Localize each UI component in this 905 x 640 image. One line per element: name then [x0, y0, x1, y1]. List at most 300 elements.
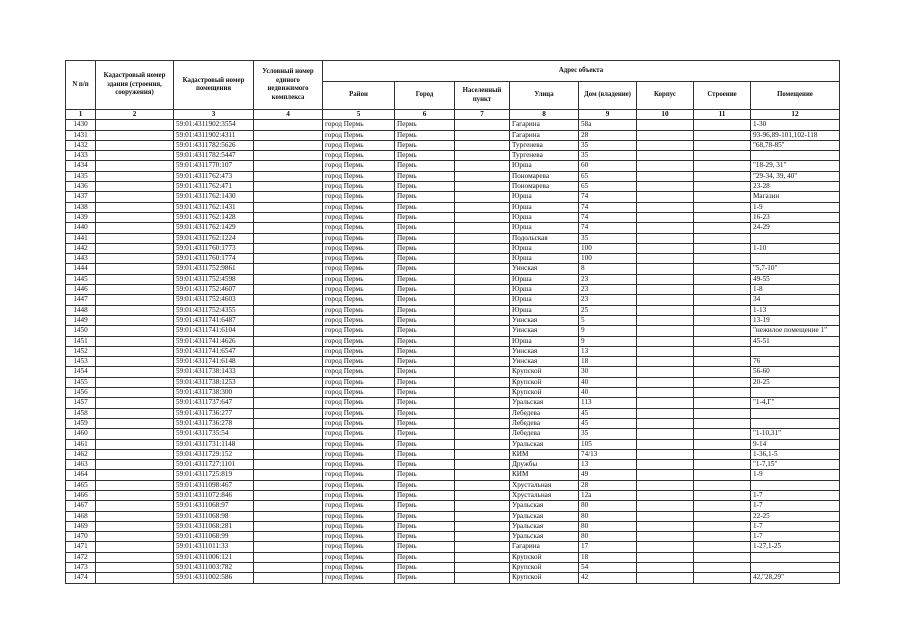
cell-city: Пермь: [395, 305, 455, 315]
cell-house: 40: [579, 388, 637, 398]
cell-premise: "68,78-85": [751, 140, 840, 150]
cell-premise-cadastral: 59:01:4311011:33: [174, 542, 254, 552]
cell-n: 1454: [66, 367, 96, 377]
cell-n: 1474: [66, 573, 96, 583]
table-row: [66, 573, 840, 583]
table-row: [66, 398, 840, 408]
header-complex: Условный номер единого недвижимого комплекса: [254, 61, 323, 110]
cell-structure: [694, 305, 751, 315]
cell-district: город Пермь: [323, 408, 395, 418]
cell-building-cadastral: [96, 429, 174, 439]
cell-building-cadastral: [96, 202, 174, 212]
cell-premise: "1-7,15": [751, 460, 840, 470]
cell-building-cadastral: [96, 336, 174, 346]
cell-premise: 49-55: [751, 274, 840, 284]
table-row: [66, 243, 840, 253]
cell-district: город Пермь: [323, 254, 395, 264]
registry-sheet: [65, 60, 840, 584]
cell-locality: [455, 439, 510, 449]
cell-block: [637, 264, 694, 274]
cell-street: Юрша: [510, 223, 579, 233]
cell-block: [637, 315, 694, 325]
cell-complex: [254, 285, 323, 295]
table-row: [66, 285, 840, 295]
cell-locality: [455, 460, 510, 470]
cell-complex: [254, 552, 323, 562]
table-row: [66, 315, 840, 325]
cell-premise-cadastral: 59:01:4311006:121: [174, 552, 254, 562]
cell-street: КИМ: [510, 470, 579, 480]
cell-building-cadastral: [96, 120, 174, 130]
cell-block: [637, 408, 694, 418]
cell-premise: "18-29, 31": [751, 161, 840, 171]
cell-premise: "1-10,31": [751, 429, 840, 439]
cell-street: Лебедева: [510, 429, 579, 439]
cell-district: город Пермь: [323, 295, 395, 305]
cell-street: Крупской: [510, 552, 579, 562]
cell-block: [637, 460, 694, 470]
cell-building-cadastral: [96, 233, 174, 243]
cell-locality: [455, 511, 510, 521]
cell-n: 1468: [66, 511, 96, 521]
cell-district: город Пермь: [323, 429, 395, 439]
cell-premise-cadastral: 59:01:4311068:99: [174, 532, 254, 542]
cell-block: [637, 532, 694, 542]
cell-locality: [455, 305, 510, 315]
cell-city: Пермь: [395, 573, 455, 583]
cell-house: 5: [579, 315, 637, 325]
cell-complex: [254, 449, 323, 459]
cell-complex: [254, 120, 323, 130]
cell-district: город Пермь: [323, 274, 395, 284]
cell-complex: [254, 439, 323, 449]
cell-locality: [455, 243, 510, 253]
cell-n: 1435: [66, 171, 96, 181]
cell-house: 65: [579, 171, 637, 181]
cell-house: 28: [579, 480, 637, 490]
cell-structure: [694, 140, 751, 150]
cell-house: 60: [579, 161, 637, 171]
cell-structure: [694, 439, 751, 449]
cell-building-cadastral: [96, 398, 174, 408]
cell-house: 35: [579, 140, 637, 150]
cell-structure: [694, 367, 751, 377]
cell-district: город Пермь: [323, 480, 395, 490]
cell-street: Уинская: [510, 326, 579, 336]
cell-house: 12а: [579, 490, 637, 500]
cell-district: город Пермь: [323, 418, 395, 428]
table-row: [66, 130, 840, 140]
cell-building-cadastral: [96, 254, 174, 264]
cell-n: 1457: [66, 398, 96, 408]
cell-structure: [694, 511, 751, 521]
cell-district: город Пермь: [323, 501, 395, 511]
cell-building-cadastral: [96, 243, 174, 253]
cell-locality: [455, 140, 510, 150]
cell-building-cadastral: [96, 367, 174, 377]
cell-premise-cadastral: 59:01:4311782:5447: [174, 151, 254, 161]
cell-locality: [455, 254, 510, 264]
cell-building-cadastral: [96, 161, 174, 171]
cell-premise: [751, 388, 840, 398]
column-number: 9: [579, 110, 637, 120]
cell-premise-cadastral: 59:01:4311736:278: [174, 418, 254, 428]
cell-premise-cadastral: 59:01:4311760:1773: [174, 243, 254, 253]
cell-city: Пермь: [395, 377, 455, 387]
cell-premise-cadastral: 59:01:4311902:3554: [174, 120, 254, 130]
cell-n: 1469: [66, 521, 96, 531]
cell-premise: 13-19: [751, 315, 840, 325]
cell-locality: [455, 501, 510, 511]
cell-locality: [455, 274, 510, 284]
cell-structure: [694, 233, 751, 243]
cell-complex: [254, 233, 323, 243]
cell-n: 1452: [66, 346, 96, 356]
cell-city: Пермь: [395, 326, 455, 336]
cell-premise: 1-7: [751, 532, 840, 542]
header-block: Корпус: [637, 82, 694, 110]
cell-locality: [455, 264, 510, 274]
cell-premise-cadastral: 59:01:4311902:4311: [174, 130, 254, 140]
cell-block: [637, 552, 694, 562]
cell-n: 1471: [66, 542, 96, 552]
cell-n: 1443: [66, 254, 96, 264]
cell-n: 1459: [66, 418, 96, 428]
cell-locality: [455, 521, 510, 531]
header-district: Район: [323, 82, 395, 110]
cell-structure: [694, 346, 751, 356]
cell-block: [637, 295, 694, 305]
cell-city: Пермь: [395, 501, 455, 511]
table-row: [66, 501, 840, 511]
cell-block: [637, 305, 694, 315]
cell-n: 1467: [66, 501, 96, 511]
cell-locality: [455, 377, 510, 387]
cell-house: 25: [579, 305, 637, 315]
cell-n: 1446: [66, 285, 96, 295]
cell-building-cadastral: [96, 388, 174, 398]
cell-premise: 1-30: [751, 120, 840, 130]
cell-premise-cadastral: 59:01:4311741:6547: [174, 346, 254, 356]
cell-locality: [455, 480, 510, 490]
cell-n: 1455: [66, 377, 96, 387]
objects-table: [65, 60, 840, 584]
table-row: [66, 295, 840, 305]
cell-city: Пермь: [395, 388, 455, 398]
cell-complex: [254, 501, 323, 511]
cell-structure: [694, 171, 751, 181]
cell-locality: [455, 573, 510, 583]
cell-district: город Пермь: [323, 532, 395, 542]
cell-premise-cadastral: 59:01:4311729:152: [174, 449, 254, 459]
cell-district: город Пермь: [323, 573, 395, 583]
cell-premise: 23-28: [751, 182, 840, 192]
cell-n: 1432: [66, 140, 96, 150]
table-row: [66, 212, 840, 222]
column-number: 11: [694, 110, 751, 120]
cell-premise-cadastral: 59:01:4311735:54: [174, 429, 254, 439]
table-row: [66, 223, 840, 233]
cell-block: [637, 449, 694, 459]
cell-complex: [254, 408, 323, 418]
cell-house: 74: [579, 223, 637, 233]
cell-block: [637, 501, 694, 511]
cell-building-cadastral: [96, 223, 174, 233]
cell-building-cadastral: [96, 140, 174, 150]
cell-block: [637, 274, 694, 284]
cell-street: Уральская: [510, 521, 579, 531]
cell-n: 1430: [66, 120, 96, 130]
table-row: [66, 377, 840, 387]
cell-n: 1439: [66, 212, 96, 222]
cell-block: [637, 233, 694, 243]
cell-city: Пермь: [395, 130, 455, 140]
table-row: [66, 439, 840, 449]
cell-complex: [254, 336, 323, 346]
cell-street: Хрустальная: [510, 480, 579, 490]
cell-city: Пермь: [395, 429, 455, 439]
cell-structure: [694, 490, 751, 500]
cell-district: город Пермь: [323, 388, 395, 398]
cell-house: 23: [579, 285, 637, 295]
cell-district: город Пермь: [323, 264, 395, 274]
cell-structure: [694, 130, 751, 140]
cell-premise-cadastral: 59:01:4311752:4598: [174, 274, 254, 284]
table-row: [66, 171, 840, 181]
cell-street: Уральская: [510, 532, 579, 542]
cell-street: Юрша: [510, 305, 579, 315]
cell-premise-cadastral: 59:01:4311068:281: [174, 521, 254, 531]
cell-n: 1473: [66, 563, 96, 573]
cell-house: 35: [579, 151, 637, 161]
cell-block: [637, 120, 694, 130]
cell-house: 40: [579, 377, 637, 387]
cell-premise-cadastral: 59:01:4311762:1224: [174, 233, 254, 243]
cell-premise: 76: [751, 357, 840, 367]
table-row: [66, 233, 840, 243]
cell-building-cadastral: [96, 532, 174, 542]
cell-street: Юрша: [510, 254, 579, 264]
cell-structure: [694, 326, 751, 336]
cell-district: город Пермь: [323, 490, 395, 500]
cell-city: Пермь: [395, 511, 455, 521]
cell-house: 58а: [579, 120, 637, 130]
cell-street: Лебедева: [510, 408, 579, 418]
cell-structure: [694, 264, 751, 274]
cell-city: Пермь: [395, 171, 455, 181]
cell-building-cadastral: [96, 182, 174, 192]
cell-house: 42: [579, 573, 637, 583]
cell-street: Юрша: [510, 161, 579, 171]
cell-structure: [694, 295, 751, 305]
cell-complex: [254, 182, 323, 192]
cell-street: Крупской: [510, 563, 579, 573]
cell-city: Пермь: [395, 521, 455, 531]
cell-house: 23: [579, 295, 637, 305]
cell-complex: [254, 264, 323, 274]
cell-locality: [455, 470, 510, 480]
cell-street: Крупской: [510, 377, 579, 387]
cell-premise-cadastral: 59:01:4311762:1428: [174, 212, 254, 222]
cell-locality: [455, 490, 510, 500]
column-number: 2: [96, 110, 174, 120]
cell-city: Пермь: [395, 274, 455, 284]
cell-premise-cadastral: 59:01:4311738:1433: [174, 367, 254, 377]
cell-building-cadastral: [96, 542, 174, 552]
cell-district: город Пермь: [323, 315, 395, 325]
table-row: [66, 532, 840, 542]
cell-structure: [694, 377, 751, 387]
cell-n: 1466: [66, 490, 96, 500]
cell-street: Юрша: [510, 202, 579, 212]
cell-building-cadastral: [96, 285, 174, 295]
cell-structure: [694, 542, 751, 552]
table-body: [66, 120, 840, 583]
column-number: 6: [395, 110, 455, 120]
cell-locality: [455, 212, 510, 222]
cell-district: город Пермь: [323, 542, 395, 552]
column-number-row: [66, 110, 840, 120]
table-row: [66, 274, 840, 284]
cell-district: город Пермь: [323, 223, 395, 233]
cell-block: [637, 285, 694, 295]
table-row: [66, 254, 840, 264]
cell-city: Пермь: [395, 264, 455, 274]
cell-premise: 1-9: [751, 202, 840, 212]
cell-street: КИМ: [510, 449, 579, 459]
cell-premise: 1-36,1-5: [751, 449, 840, 459]
cell-complex: [254, 542, 323, 552]
cell-locality: [455, 326, 510, 336]
cell-house: 105: [579, 439, 637, 449]
cell-district: город Пермь: [323, 552, 395, 562]
cell-district: город Пермь: [323, 182, 395, 192]
table-row: [66, 388, 840, 398]
cell-block: [637, 480, 694, 490]
cell-complex: [254, 573, 323, 583]
cell-street: Лебедева: [510, 418, 579, 428]
cell-city: Пермь: [395, 542, 455, 552]
cell-house: 9: [579, 336, 637, 346]
cell-street: Уинская: [510, 357, 579, 367]
cell-building-cadastral: [96, 521, 174, 531]
cell-city: Пермь: [395, 233, 455, 243]
cell-structure: [694, 212, 751, 222]
cell-house: 65: [579, 182, 637, 192]
cell-locality: [455, 532, 510, 542]
cell-building-cadastral: [96, 295, 174, 305]
cell-district: город Пермь: [323, 120, 395, 130]
cell-complex: [254, 192, 323, 202]
header-locality: Населенный пункт: [455, 82, 510, 110]
cell-complex: [254, 367, 323, 377]
cell-locality: [455, 151, 510, 161]
cell-house: 13: [579, 346, 637, 356]
cell-locality: [455, 418, 510, 428]
cell-premise-cadastral: 59:01:4311731:1148: [174, 439, 254, 449]
cell-district: город Пермь: [323, 233, 395, 243]
cell-premise-cadastral: 59:01:4311727:1101: [174, 460, 254, 470]
cell-house: 80: [579, 501, 637, 511]
cell-premise: "5,7-10": [751, 264, 840, 274]
cell-block: [637, 470, 694, 480]
cell-district: город Пермь: [323, 192, 395, 202]
cell-building-cadastral: [96, 212, 174, 222]
cell-city: Пермь: [395, 346, 455, 356]
cell-premise: [751, 254, 840, 264]
cell-premise: 16-23: [751, 212, 840, 222]
cell-building-cadastral: [96, 357, 174, 367]
cell-complex: [254, 429, 323, 439]
cell-street: Тургенева: [510, 140, 579, 150]
cell-structure: [694, 254, 751, 264]
table-row: [66, 192, 840, 202]
cell-premise: [751, 346, 840, 356]
cell-district: город Пермь: [323, 346, 395, 356]
cell-premise-cadastral: 59:01:4311736:277: [174, 408, 254, 418]
cell-structure: [694, 418, 751, 428]
cell-complex: [254, 532, 323, 542]
header-city: Город: [395, 82, 455, 110]
cell-n: 1449: [66, 315, 96, 325]
cell-n: 1450: [66, 326, 96, 336]
cell-structure: [694, 470, 751, 480]
cell-complex: [254, 161, 323, 171]
cell-city: Пермь: [395, 439, 455, 449]
cell-block: [637, 346, 694, 356]
table-row: [66, 521, 840, 531]
header-premise: Помещение: [751, 82, 840, 110]
cell-complex: [254, 212, 323, 222]
cell-block: [637, 511, 694, 521]
cell-city: Пермь: [395, 192, 455, 202]
cell-premise: Магазин: [751, 192, 840, 202]
cell-building-cadastral: [96, 315, 174, 325]
cell-city: Пермь: [395, 460, 455, 470]
cell-building-cadastral: [96, 171, 174, 181]
table-row: [66, 367, 840, 377]
cell-structure: [694, 573, 751, 583]
cell-n: 1453: [66, 357, 96, 367]
cell-city: Пермь: [395, 470, 455, 480]
cell-premise: 34: [751, 295, 840, 305]
cell-structure: [694, 161, 751, 171]
cell-house: 74: [579, 192, 637, 202]
cell-street: Уинская: [510, 264, 579, 274]
cell-structure: [694, 521, 751, 531]
cell-premise: [751, 151, 840, 161]
cell-house: 54: [579, 563, 637, 573]
column-number: 7: [455, 110, 510, 120]
table-row: [66, 120, 840, 130]
cell-complex: [254, 243, 323, 253]
cell-structure: [694, 285, 751, 295]
cell-complex: [254, 130, 323, 140]
cell-city: Пермь: [395, 490, 455, 500]
cell-premise: 56-60: [751, 367, 840, 377]
cell-structure: [694, 449, 751, 459]
cell-n: 1438: [66, 202, 96, 212]
header-structure: Строение: [694, 82, 751, 110]
cell-block: [637, 573, 694, 583]
cell-building-cadastral: [96, 552, 174, 562]
cell-structure: [694, 552, 751, 562]
cell-premise-cadastral: 59:01:4311760:1774: [174, 254, 254, 264]
cell-house: 80: [579, 511, 637, 521]
cell-complex: [254, 326, 323, 336]
table-row: [66, 542, 840, 552]
cell-n: 1460: [66, 429, 96, 439]
